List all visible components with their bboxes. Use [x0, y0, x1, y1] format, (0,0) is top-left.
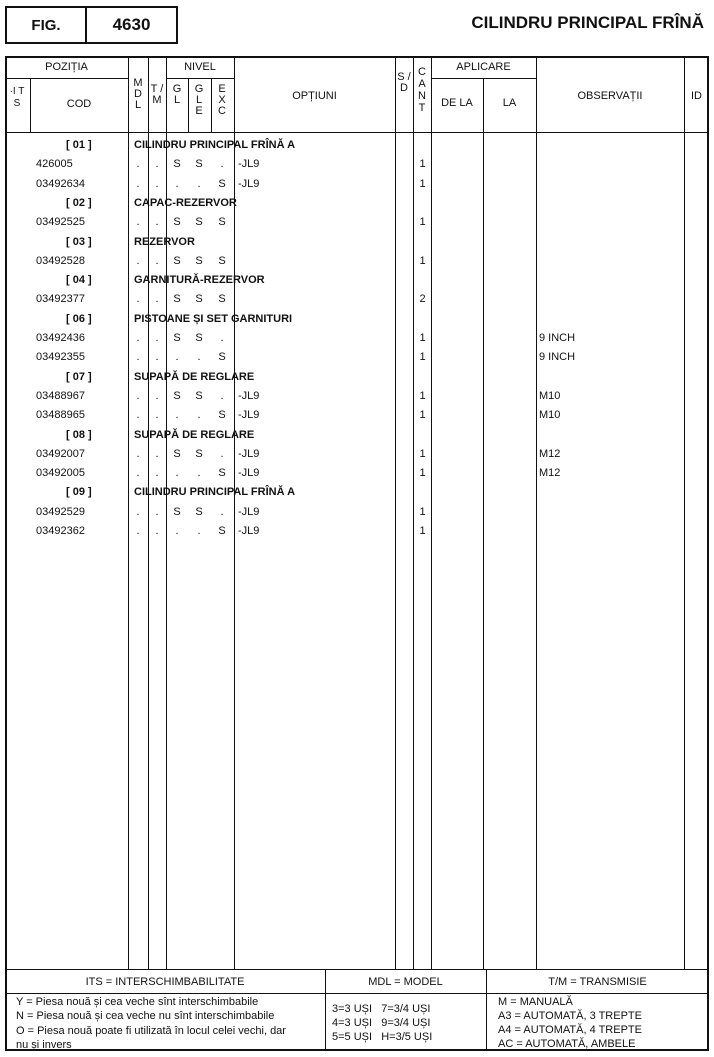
option-value: -JL9	[238, 389, 260, 402]
gle-value: .	[197, 525, 201, 537]
mdl-value: .	[136, 389, 140, 402]
tm-value: .	[155, 177, 159, 190]
exc-value: .	[220, 447, 224, 460]
gle-value: S	[195, 254, 203, 267]
col-header-cant: C A N T	[418, 66, 426, 114]
group-name: CILINDRU PRINCIPAL FRÎNĂ A	[134, 486, 296, 499]
mdl-value: .	[136, 351, 140, 364]
group-code: [ 04 ]	[66, 274, 92, 287]
quantity-value: 1	[419, 389, 426, 402]
col-header-id: ID	[691, 90, 702, 102]
observation-value: M10	[539, 389, 561, 402]
gl-value: S	[173, 332, 181, 344]
parts-table	[5, 56, 709, 1051]
col-divider	[211, 78, 212, 133]
observation-value: 9 INCH	[539, 332, 576, 344]
gle-value: S	[195, 447, 203, 460]
gle-value: S	[195, 389, 203, 402]
tm-value: .	[155, 293, 159, 306]
col-header-sd: S / D	[397, 71, 411, 94]
legend-mdl-line: 5=5 UȘI H=3/5 UȘI	[332, 1031, 433, 1043]
exc-value: S	[218, 467, 226, 480]
exc-value: .	[220, 505, 224, 518]
group-name: CAPAC-REZERVOR	[134, 196, 237, 209]
col-header-tm: T / M	[150, 83, 164, 106]
exc-value: S	[218, 254, 226, 267]
exc-value: .	[220, 389, 224, 402]
gle-value: S	[195, 505, 203, 518]
gl-value: S	[173, 389, 181, 402]
mdl-value: .	[136, 177, 140, 190]
quantity-value: 1	[419, 409, 426, 422]
fig-number: 4630	[85, 6, 178, 44]
exc-value: S	[218, 351, 226, 364]
gl-value: .	[175, 467, 179, 480]
gl-value: .	[175, 177, 179, 190]
legend-tm-line: A4 = AUTOMATĂ, 4 TREPTE	[498, 1024, 642, 1036]
gl-value: S	[173, 216, 181, 229]
col-divider	[128, 56, 129, 969]
tm-value: .	[155, 158, 159, 171]
observation-value: 9 INCH	[539, 351, 576, 364]
option-value: -JL9	[238, 447, 260, 460]
pozitia-sep	[5, 78, 128, 79]
gle-value: S	[195, 332, 203, 344]
quantity-value: 1	[419, 447, 426, 460]
exc-value: S	[218, 525, 226, 537]
mdl-value: .	[136, 254, 140, 267]
legend-tm-title: T/M = TRANSMISIE	[548, 976, 647, 988]
group-name: REZERVOR	[134, 235, 195, 248]
tm-value: .	[155, 351, 159, 364]
col-header-its: ·I T S	[9, 86, 25, 109]
legend-tm-line: AC = AUTOMATĂ, AMBELE	[498, 1038, 636, 1050]
group-name: GARNITURĂ-REZERVOR	[134, 274, 265, 287]
col-divider	[166, 56, 167, 969]
gl-value: S	[173, 505, 181, 518]
exc-value: S	[218, 293, 226, 306]
option-value: -JL9	[238, 467, 260, 480]
part-code: 03492362	[36, 525, 85, 537]
tm-value: .	[155, 525, 159, 537]
group-code: [ 06 ]	[66, 312, 92, 325]
fig-label: FIG.	[5, 6, 87, 44]
gl-value: S	[173, 254, 181, 267]
legend-mdl-title: MDL = MODEL	[368, 976, 443, 988]
observation-value: M12	[539, 467, 561, 480]
col-divider	[148, 56, 149, 969]
mdl-value: .	[136, 505, 140, 518]
part-code: 426005	[36, 158, 73, 171]
group-code: [ 07 ]	[66, 370, 92, 383]
option-value: -JL9	[238, 505, 260, 518]
gl-value: .	[175, 351, 179, 364]
legend-its-line: O = Piesa nouă poate fi utilizată în locul celei vechi, dar	[16, 1025, 286, 1037]
part-code: 03492528	[36, 254, 85, 267]
header-bottom-line	[5, 132, 709, 133]
col-header-gl: G L	[172, 83, 182, 106]
part-code: 03492436	[36, 332, 85, 344]
group-code: [ 03 ]	[66, 235, 92, 248]
legend-title-line	[5, 993, 709, 994]
tm-value: .	[155, 332, 159, 344]
tm-value: .	[155, 216, 159, 229]
group-code: [ 02 ]	[66, 196, 92, 209]
group-name: PISTOANE ȘI SET GARNITURI	[134, 312, 293, 325]
tm-value: .	[155, 505, 159, 518]
quantity-value: 1	[419, 177, 426, 190]
quantity-value: 1	[419, 467, 426, 480]
col-header-optiuni: OPȚIUNI	[292, 90, 337, 102]
quantity-value: 1	[419, 505, 426, 518]
col-header-cod: COD	[66, 98, 92, 110]
col-divider	[234, 56, 235, 969]
mdl-value: .	[136, 293, 140, 306]
observation-value: M12	[539, 447, 561, 460]
tm-value: .	[155, 254, 159, 267]
quantity-value: 1	[419, 332, 426, 344]
gle-value: .	[197, 177, 201, 190]
col-header-nivel: NIVEL	[184, 61, 216, 73]
nivel-sep	[166, 78, 234, 79]
part-code: 03492377	[36, 293, 85, 306]
col-header-gle: G L E	[194, 83, 204, 117]
legend-mdl-line: 4=3 UȘI 9=3/4 UȘI	[332, 1017, 431, 1029]
gl-value: S	[173, 293, 181, 306]
mdl-value: .	[136, 525, 140, 537]
option-value: -JL9	[238, 177, 260, 190]
part-code: 03492355	[36, 351, 85, 364]
option-value: -JL9	[238, 525, 260, 537]
page-title: CILINDRU PRINCIPAL FRÎNĂ	[471, 13, 704, 32]
col-header-la: LA	[502, 97, 517, 109]
exc-value: S	[218, 216, 226, 229]
mdl-value: .	[136, 158, 140, 171]
part-code: 03492525	[36, 216, 85, 229]
mdl-value: .	[136, 467, 140, 480]
gle-value: S	[195, 158, 203, 171]
tm-value: .	[155, 447, 159, 460]
group-name: SUPAPĂ DE REGLARE	[134, 370, 255, 383]
tm-value: .	[155, 409, 159, 422]
exc-value: S	[218, 409, 226, 422]
option-value: -JL9	[238, 158, 260, 171]
gl-value: .	[175, 409, 179, 422]
part-code: 03488965	[36, 409, 85, 422]
col-divider	[536, 56, 537, 969]
col-header-mdl: M D L	[133, 77, 143, 111]
legend-tm-line: A3 = AUTOMATĂ, 3 TREPTE	[498, 1010, 642, 1022]
gle-value: .	[197, 409, 201, 422]
exc-value: S	[218, 177, 226, 190]
part-code: 03492529	[36, 505, 85, 518]
observation-value: M10	[539, 409, 561, 422]
exc-value: .	[220, 332, 224, 344]
mdl-value: .	[136, 216, 140, 229]
quantity-value: 1	[419, 158, 426, 171]
part-code: 03492005	[36, 467, 85, 480]
quantity-value: 2	[419, 293, 426, 306]
option-value: -JL9	[238, 409, 260, 422]
part-code: 03488967	[36, 389, 85, 402]
col-header-observatii: OBSERVAȚII	[577, 90, 643, 102]
part-code: 03492007	[36, 447, 85, 460]
group-name: CILINDRU PRINCIPAL FRÎNĂ A	[134, 139, 296, 151]
col-divider	[395, 56, 396, 969]
col-header-aplicare: APLICARE	[456, 61, 511, 73]
part-code: 03492634	[36, 177, 85, 190]
group-code: [ 01 ]	[66, 139, 92, 151]
quantity-value: 1	[419, 525, 426, 537]
mdl-value: .	[136, 332, 140, 344]
legend-top-line	[5, 969, 709, 970]
legend-its-line: Y = Piesa nouă și cea veche sînt interschimbabile	[16, 996, 259, 1008]
group-name: SUPAPĂ DE REGLARE	[134, 428, 255, 441]
col-header-dela: DE LA	[441, 97, 473, 109]
gle-value: S	[195, 293, 203, 306]
quantity-value: 1	[419, 254, 426, 267]
mdl-value: .	[136, 447, 140, 460]
col-divider	[483, 78, 484, 969]
legend-its-line: N = Piesa nouă și cea veche nu sînt interschimbabile	[16, 1010, 275, 1022]
legend-its-line: nu și invers	[16, 1039, 72, 1051]
group-code: [ 08 ]	[66, 428, 92, 441]
gle-value: .	[197, 351, 201, 364]
exc-value: .	[220, 158, 224, 171]
legend-its-title: ITS = INTERSCHIMBABILITATE	[85, 976, 245, 988]
tm-value: .	[155, 389, 159, 402]
gle-value: .	[197, 467, 201, 480]
gle-value: S	[195, 216, 203, 229]
col-divider	[431, 56, 432, 969]
gl-value: .	[175, 525, 179, 537]
legend-tm-line: M = MANUALĂ	[498, 996, 573, 1008]
legend-mdl-line: 3=3 UȘI 7=3/4 UȘI	[332, 1003, 431, 1015]
col-header-pozitia: POZIȚIA	[45, 61, 88, 73]
gl-value: S	[173, 158, 181, 171]
tm-value: .	[155, 467, 159, 480]
mdl-value: .	[136, 409, 140, 422]
col-divider	[188, 78, 189, 133]
col-header-exc: E X C	[218, 83, 226, 117]
quantity-value: 1	[419, 351, 426, 364]
group-code: [ 09 ]	[66, 486, 92, 499]
col-divider	[684, 56, 685, 969]
gl-value: S	[173, 447, 181, 460]
quantity-value: 1	[419, 216, 426, 229]
